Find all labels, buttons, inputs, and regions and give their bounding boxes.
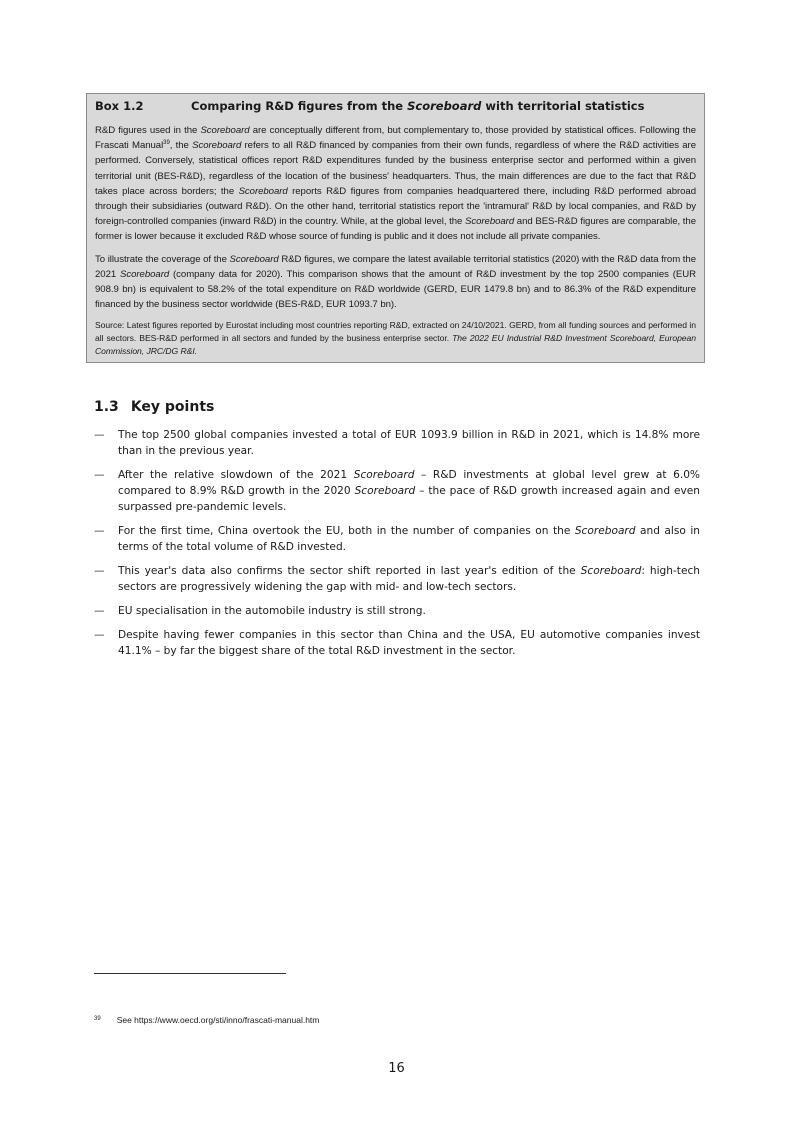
- box-title: Comparing R&D figures from the Scoreboard with territorial statistics: [191, 99, 645, 113]
- dash-bullet: —: [94, 629, 105, 641]
- box-paragraph-1: R&D figures used in the Scoreboard are conceptually different from, but complementary to, those provided by statistical offices. Following the Frascati Manual$^{39}$, the Scoreboard refers to all R&D financed by companies from their own funds, regardless of where the R&D activities are performed. Conversely, statistical offices report R&D expenditures funded by the business enterprise sector and performed within a given territorial unit (BES-R&D), regardless of the location of the business' headquarters. Thus, the main differences are due to the fact that R&D takes place across borders; the Scoreboard reports R&D figures from companies headquartered there, including R&D performed abroad through their subsidiaries (outward R&D). On the other hand, territorial statistics report the 'intramural' R&D by local companies, and R&D by foreign-controlled companies (inward R&D) in the country. While, at the global level, the Scoreboard and BES-R&D figures are comparable, the former is lower because it excluded R&D whose source of funding is public and it does not include all private companies.: [95, 125, 696, 243]
- box-paragraph-2: To illustrate the coverage of the Scoreboard R&D figures, we compare the latest available territorial statistics (2020) with the R&D data from the 2021 Scoreboard (company data for 2020). This comparison shows that the amount of R&D investment by the top 2500 companies (EUR 908.9 bn) is equivalent to 58.2% of the total expenditure on R&D worldwide (GERD, EUR 1479.8 bn) and to 86.3% of the R&D expenditure financed by the business sector worldwide (BES-R&D, EUR 1093.7 bn).: [95, 253, 697, 311]
- footnote-text[interactable]: See https://www.oecd.org/sti/inno/frascati-manual.htm: [116, 1015, 320, 1025]
- dash-bullet: —: [94, 429, 105, 441]
- dash-bullet: —: [94, 565, 105, 577]
- key-points-list: [94, 427, 700, 667]
- list-item: — EU specialisation in the automobile industry is still strong.: [94, 605, 426, 617]
- section-title: Key points: [130, 399, 215, 415]
- list-item: — After the relative slowdown of the 2021 Scoreboard – R&D investments at global level grew at 6.0% compared to 8.9% R&D growth in the 2020 Scoreboard – the pace of R&D growth increased again and even surpassed pre-pandemic levels.: [94, 469, 700, 513]
- list-item: — For the first time, China overtook the EU, both in the number of companies on the Scoreboard and also in terms of the total volume of R&D invested.: [94, 525, 700, 553]
- footnote-number: 39: [94, 1016, 101, 1022]
- dash-bullet: —: [94, 525, 105, 537]
- box-label: Box 1.2: [95, 99, 144, 113]
- box-heading: [95, 99, 696, 113]
- box-1-2: [86, 93, 705, 363]
- footnote-ref[interactable]: 39: [163, 140, 170, 147]
- section-number: 1.3: [94, 399, 119, 415]
- section-heading: [94, 399, 214, 415]
- footnote: [94, 1015, 319, 1025]
- list-item: — This year's data also confirms the sector shift reported in last year's edition of the Scoreboard: high-tech sectors are progressively widening the gap with mid- and low-tech sectors.: [94, 565, 700, 593]
- dash-bullet: —: [94, 605, 105, 617]
- dash-bullet: —: [94, 469, 105, 481]
- footnote-divider: [94, 973, 286, 974]
- list-item: — Despite having fewer companies in this sector than China and the USA, EU automotive companies invest 41.1% – by far the biggest share of the total R&D investment in the sector.: [94, 629, 700, 657]
- box-source: Source: Latest figures reported by Eurostat including most countries reporting R&D, extracted on 24/10/2021. GERD, from all funding sources and performed in all sectors. BES-R&D performed in all sectors and funded by the business enterprise sector. The 2022 EU Industrial R&D Investment Scoreboard, European Commission, JRC/DG R&I.: [95, 320, 696, 357]
- page-number: 16: [388, 1061, 405, 1076]
- list-item: — The top 2500 global companies invested a total of EUR 1093.9 billion in R&D in 2021, which is 14.8% more than in the previous year.: [94, 429, 700, 457]
